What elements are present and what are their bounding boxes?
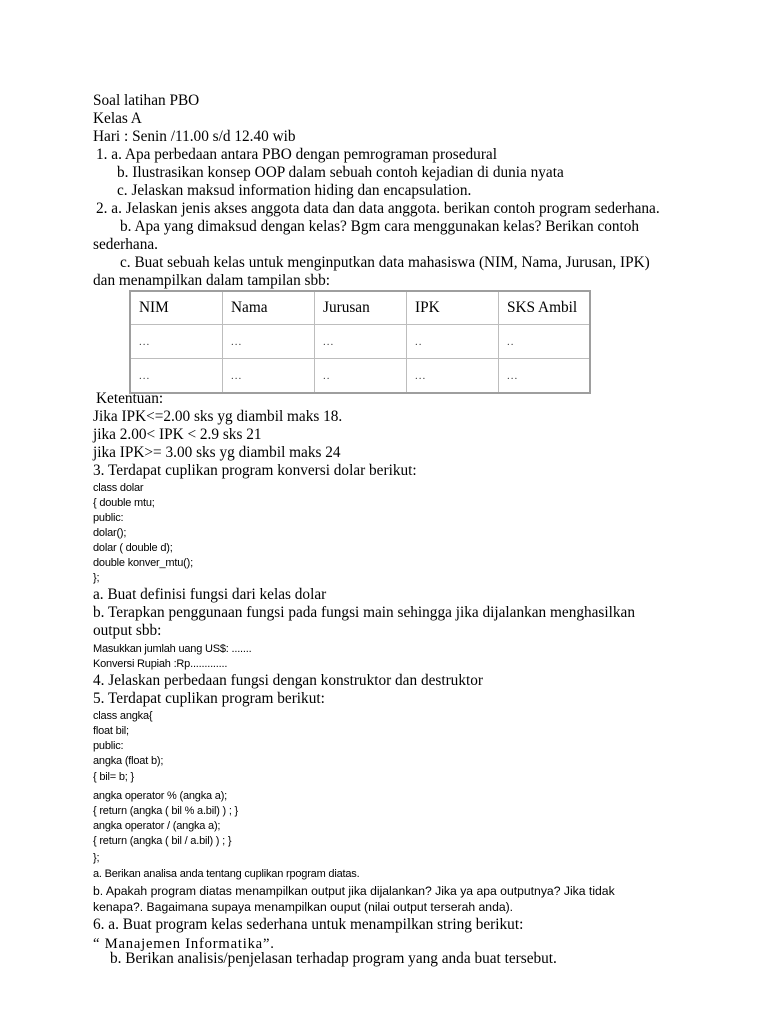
q1b: b. Ilustrasikan konsep OOP dalam sebuah contoh kejadian di dunia nyata	[117, 164, 564, 181]
student-table	[129, 290, 591, 394]
table-row	[130, 325, 590, 359]
q5-intro: 5. Terdapat cuplikan program berikut:	[93, 690, 325, 707]
code-line: { bil= b; }	[93, 771, 134, 783]
code-line: dolar();	[93, 527, 127, 539]
q5b-line2: kenapa?. Bagaimana supaya menampilkan ouput (nilai output terserah anda).	[93, 900, 514, 914]
q6-string: “ Manajemen Informatika”.	[93, 936, 275, 952]
table-header-row	[130, 291, 590, 325]
output-line: Masukkan jumlah uang US$: .......	[93, 643, 252, 655]
q5a: a. Berikan analisa anda tentang cuplikan rpogram diatas.	[93, 868, 360, 880]
class-label: Kelas A	[93, 110, 142, 127]
table-cell: ...	[315, 325, 407, 359]
q2c-line1: c. Buat sebuah kelas untuk menginputkan data mahasiswa (NIM, Nama, Jurusan, IPK)	[120, 254, 650, 271]
table-cell: ..	[499, 325, 591, 359]
table-header-cell: SKS Ambil	[499, 291, 591, 325]
q1a: 1. a. Apa perbedaan antara PBO dengan pemrograman prosedural	[96, 146, 497, 163]
table-cell: ...	[499, 359, 591, 394]
table-row	[130, 359, 590, 394]
output-line: Konversi Rupiah :Rp.............	[93, 658, 228, 670]
code-line: dolar ( double d);	[93, 542, 173, 554]
code-line: { return (angka ( bil / a.bil) ) ; }	[93, 835, 232, 847]
code-line: public:	[93, 512, 124, 524]
q2b-line2: sederhana.	[93, 236, 158, 253]
q6a: 6. a. Buat program kelas sederhana untuk menampilkan string berikut:	[93, 916, 524, 933]
table-header-cell: Jurusan	[315, 291, 407, 325]
doc-title: Soal latihan PBO	[93, 92, 200, 109]
rules-heading: Ketentuan:	[96, 390, 164, 407]
table-cell: ...	[130, 359, 223, 394]
code-line: float bil;	[93, 725, 129, 737]
table-cell: ...	[130, 325, 223, 359]
q3b-line2: output sbb:	[93, 622, 162, 639]
table-cell: ...	[223, 359, 315, 394]
table-cell: ..	[315, 359, 407, 394]
q4: 4. Jelaskan perbedaan fungsi dengan konstruktor dan destruktor	[93, 672, 483, 689]
code-line: class angka{	[93, 710, 153, 722]
q3-intro: 3. Terdapat cuplikan program konversi dolar berikut:	[93, 462, 417, 479]
rule-2: jika 2.00< IPK < 2.9 sks 21	[93, 426, 262, 443]
code-line: { double mtu;	[93, 497, 155, 509]
table-header-cell: Nama	[223, 291, 315, 325]
q2a: 2. a. Jelaskan jenis akses anggota data dan data anggota. berikan contoh program sederhana.	[96, 200, 660, 217]
q1c: c. Jelaskan maksud information hiding dan encapsulation.	[117, 182, 472, 199]
q3a: a. Buat definisi fungsi dari kelas dolar	[93, 586, 327, 603]
code-line: class dolar	[93, 482, 144, 494]
table-header-cell: NIM	[130, 291, 223, 325]
table-cell: ...	[223, 325, 315, 359]
q5b-line1: b. Apakah program diatas menampilkan output jika dijalankan? Jika ya apa outputnya? Jika tidak	[93, 884, 615, 898]
q3b-line1: b. Terapkan penggunaan fungsi pada fungsi main sehingga jika dijalankan menghasilkan	[93, 604, 635, 621]
table-cell: ...	[407, 359, 499, 394]
schedule-line: Hari : Senin /11.00 s/d 12.40 wib	[93, 128, 296, 145]
q6b: b. Berikan analisis/penjelasan terhadap program yang anda buat tersebut.	[110, 950, 557, 967]
code-line: };	[93, 572, 100, 584]
rule-1: Jika IPK<=2.00 sks yg diambil maks 18.	[93, 408, 343, 425]
code-line: public:	[93, 740, 124, 752]
code-line: { return (angka ( bil % a.bil) ) ; }	[93, 805, 239, 817]
code-line: angka operator / (angka a);	[93, 820, 221, 832]
rule-3: jika IPK>= 3.00 sks yg diambil maks 24	[93, 444, 341, 461]
q2b-line1: b. Apa yang dimaksud dengan kelas? Bgm cara menggunakan kelas? Berikan contoh	[120, 218, 640, 235]
table-header-cell: IPK	[407, 291, 499, 325]
code-line: angka operator % (angka a);	[93, 790, 228, 802]
table-cell: ..	[407, 325, 499, 359]
q2c-line2: dan menampilkan dalam tampilan sbb:	[93, 272, 331, 289]
code-line: angka (float b);	[93, 755, 164, 767]
code-line: };	[93, 852, 100, 864]
code-line: double konver_mtu();	[93, 557, 193, 569]
